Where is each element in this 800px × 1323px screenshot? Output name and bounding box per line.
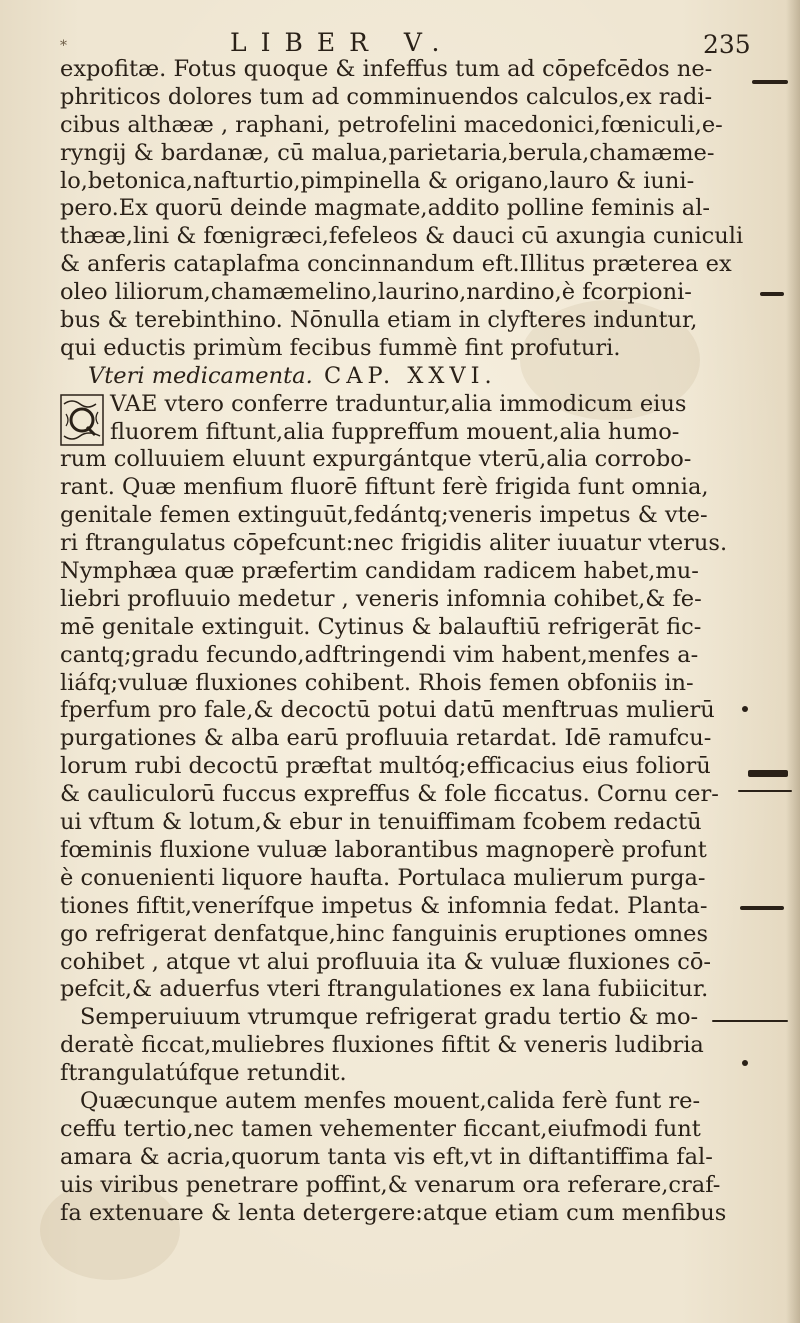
margin-mark (740, 906, 784, 910)
text-line: amara & acria,quorum tanta vis eft,vt in diftantiffima fal- (60, 1143, 713, 1170)
page-number: 235 (703, 30, 751, 59)
text-line: ri ftrangulatus cōpefcunt:nec frigidis aliter iuuatur vterus. (60, 530, 728, 557)
text-line: purgationes & alba earū profluuia retardat. Idē ramufcu- (60, 725, 712, 752)
text-line: fœminis fluxione vuluæ laborantibus magnoperè profunt (60, 836, 707, 863)
text-line: ui vftum & lotum,& ebur in tenuiffimam fcobem redactū (60, 809, 702, 836)
margin-mark (712, 1020, 788, 1022)
text-line: thææ,lini & fœnigræci,fefeleos & dauci cū axungia cuniculi (60, 223, 744, 250)
body-text (60, 56, 750, 1227)
text-line: mē genitale extinguit. Cytinus & balauftiū refrigerāt fic- (60, 613, 702, 640)
text-line: qui eductis primùm fecibus fummè fint profuturi. (60, 334, 621, 361)
text-line: expofitæ. Fotus quoque & infeffus tum ad cōpefcēdos ne- (60, 56, 713, 82)
text-line: pefcit,& aduerfus vteri ftrangulationes ex lana fubiicitur. (60, 976, 709, 1003)
text-line: fperfum pro fale,& decoctū potui datū menftruas mulierū (60, 697, 715, 724)
initial-paragraph (60, 391, 750, 447)
chapter-number: CAP. XXVI. (324, 362, 497, 389)
text-line: phriticos dolores tum ad comminuendos calculos,ex radi- (60, 83, 713, 110)
text-line: Nymphæa quæ præfertim candidam radicem habet,mu- (60, 558, 699, 585)
margin-dot (742, 1060, 748, 1066)
decorated-initial-icon (60, 394, 104, 446)
text-line: ftrangulatúfque retundit. (60, 1060, 347, 1087)
text-line: bus & terebinthino. Nōnulla etiam in clyfteres induntur, (60, 307, 698, 334)
running-head: LIBER V. (230, 28, 454, 57)
text-line: & cauliculorū fuccus expreffus & fole ficcatus. Cornu cer- (60, 781, 719, 808)
header-mark: * (60, 38, 67, 54)
text-line: cohibet , atque vt alui profluuia ita & vuluæ fluxiones cō- (60, 948, 712, 975)
margin-mark (738, 790, 792, 792)
text-line: pero.Ex quorū deinde magmate,addito polline feminis al- (60, 195, 710, 222)
text-line: tiones fiftit,venerífque impetus & infomnia fedat. Planta- (60, 892, 708, 919)
chapter-heading (60, 363, 750, 391)
page-edge-shadow (786, 0, 800, 1323)
text-line: ryngij & bardanæ, cū malua,parietaria,berula,chamæme- (60, 139, 715, 166)
text-line: rant. Quæ menfium fluorē fiftunt ferè frigida funt omnia, (60, 474, 709, 501)
text-line: VAE vtero conferre traduntur,alia immodicum eius (110, 390, 687, 417)
text-line: ceffu tertio,nec tamen vehementer ficcant,eiufmodi funt (60, 1115, 701, 1142)
text-line: go refrigerat denfatque,hinc fanguinis eruptiones omnes (60, 920, 709, 947)
chapter-subtitle: Vteri medicamenta. (88, 362, 313, 389)
text-line: Quæcunque autem menfes mouent,calida ferè funt re- (80, 1087, 701, 1114)
text-line: liebri profluuio medetur , veneris infomnia cohibet,& fe- (60, 585, 702, 612)
text-line: è conuenienti liquore haufta. Portulaca mulierum purga- (60, 864, 706, 891)
text-line: cantq;gradu fecundo,adftringendi vim habent,menfes a- (60, 641, 699, 668)
margin-dot (742, 706, 748, 712)
text-line: fluorem fiftunt,alia fuppreffum mouent,alia humo- (110, 418, 680, 445)
margin-mark (760, 292, 784, 296)
margin-mark (752, 80, 788, 84)
text-line: oleo liliorum,chamæmelino,laurino,nardino,è fcorpioni- (60, 279, 692, 306)
text-line: liáfq;vuluæ fluxiones cohibent. Rhois femen obfoniis in- (60, 669, 694, 696)
text-line: cibus althææ , raphani, petrofelini macedonici,fœniculi,e- (60, 111, 723, 138)
text-line: deratè ficcat,muliebres fluxiones fiftit & veneris ludibria (60, 1032, 704, 1059)
text-line: genitale femen extinguūt,fedántq;veneris impetus & vte- (60, 502, 708, 529)
text-line: fa extenuare & lenta detergere:atque etiam cum menfibus (60, 1199, 727, 1226)
margin-mark (748, 770, 788, 777)
text-line: Semperuiuum vtrumque refrigerat gradu tertio & mo- (80, 1004, 699, 1031)
text-line: uis viribus penetrare poffint,& venarum ora referare,craf- (60, 1171, 721, 1198)
text-line: rum colluuiem eluunt expurgántque vterū,alia corrobo- (60, 446, 692, 473)
text-line: lorum rubi decoctū præftat multóq;efficacius eius foliorū (60, 753, 711, 780)
page-header (0, 22, 800, 58)
text-line: lo,betonica,nafturtio,pimpinella & origano,lauro & iuni- (60, 167, 695, 194)
text-line: & anferis cataplafma concinnandum eft.Illitus præterea ex (60, 251, 732, 278)
